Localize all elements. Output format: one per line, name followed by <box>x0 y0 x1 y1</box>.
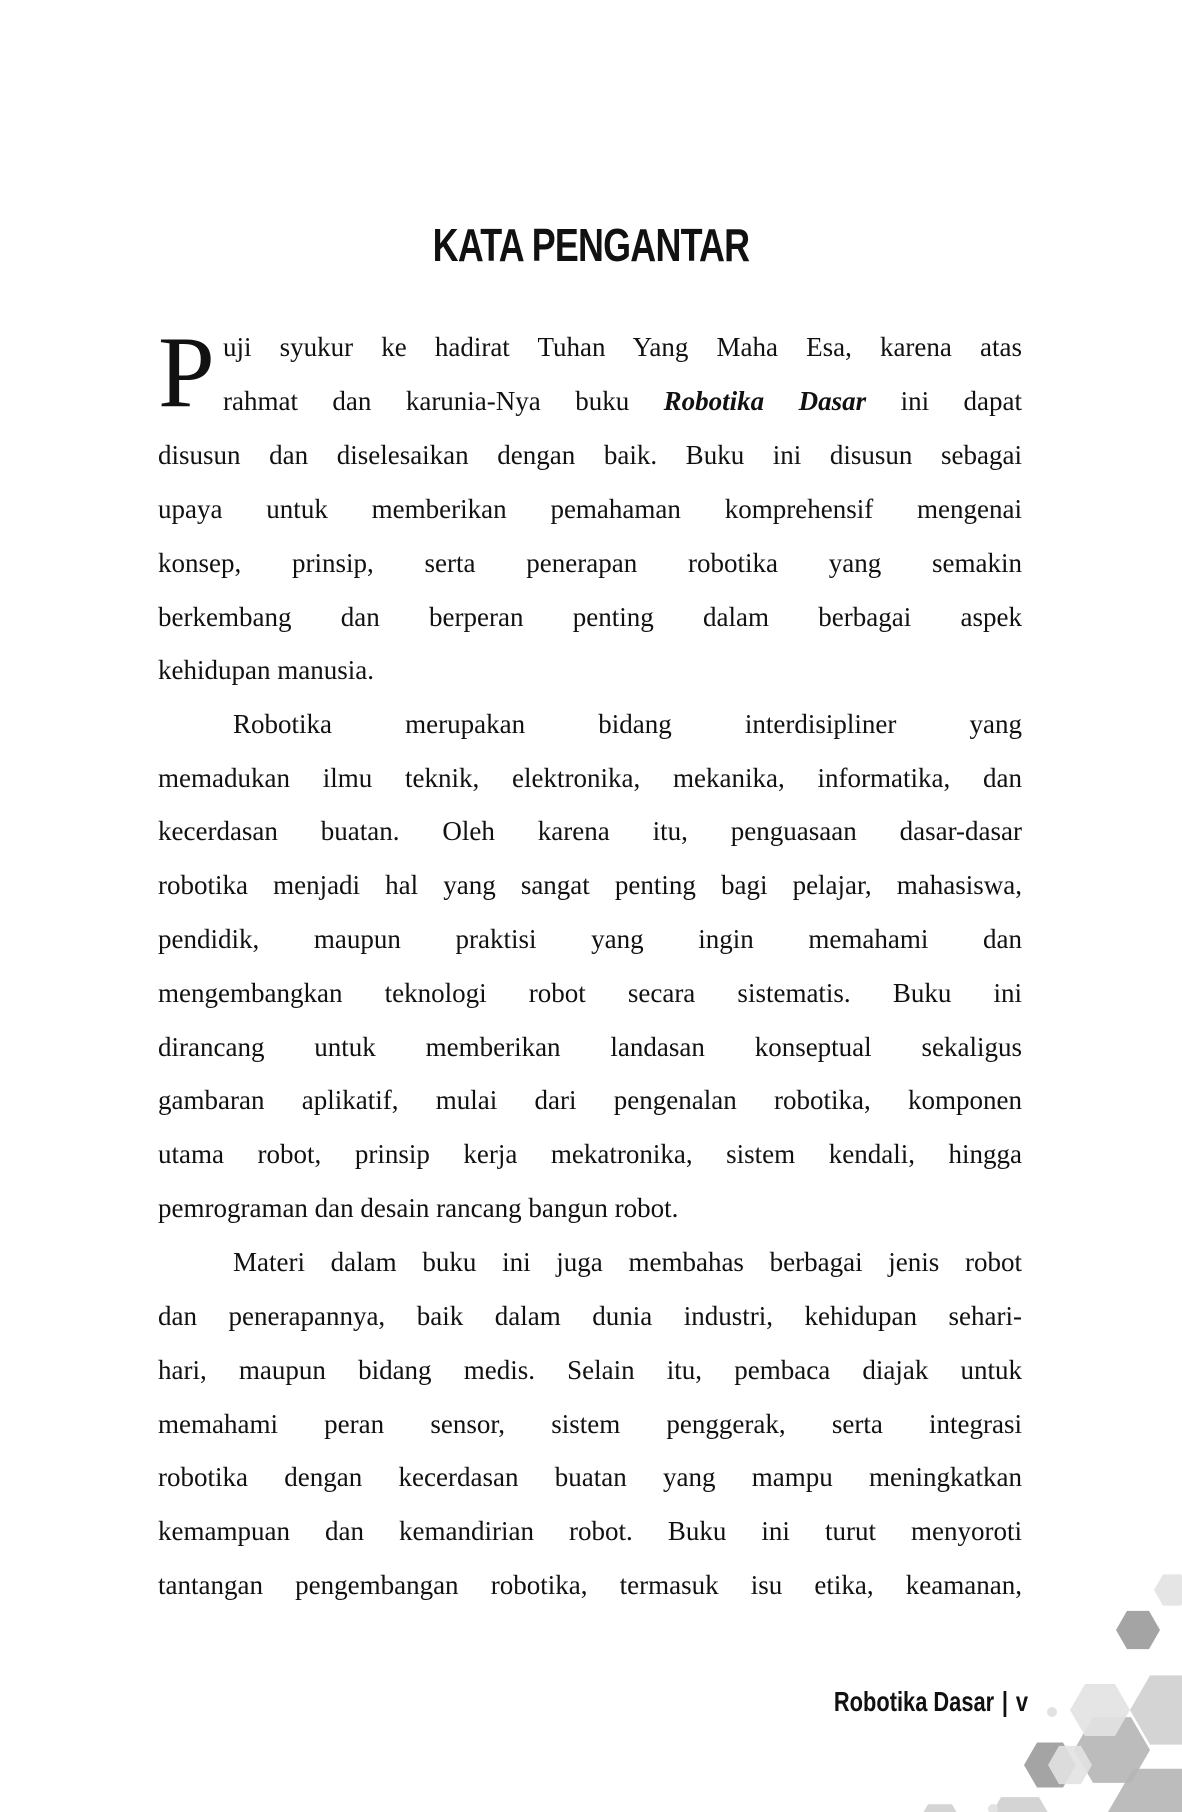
text-line: robotika dengan kecerdasan buatan yang mampu meningkatkan <box>158 1462 1022 1492</box>
text-line: upaya untuk memberikan pemahaman komprehensif mengenai <box>158 494 1022 524</box>
text-line: memahami peran sensor, sistem penggerak, serta integrasi <box>158 1409 1022 1439</box>
text-line: disusun dan diselesaikan dengan baik. Buku ini disusun sebagai <box>158 440 1022 470</box>
footer-separator: | <box>1001 1686 1009 1717</box>
text-line: pemrograman dan desain rancang bangun robot. <box>158 1193 679 1223</box>
text-line: kecerdasan buatan. Oleh karena itu, penguasaan dasar-dasar <box>158 816 1022 846</box>
text-line: pendidik, maupun praktisi yang ingin memahami dan <box>158 924 1022 954</box>
text-line: Materi dalam buku ini juga membahas berbagai jenis robot <box>233 1247 1022 1277</box>
text-line: berkembang dan berperan penting dalam berbagai aspek <box>158 602 1022 632</box>
text-segment: ini dapat <box>866 386 1022 416</box>
page-number: v <box>1015 1686 1028 1717</box>
text-line: utama robot, prinsip kerja mekatronika, sistem kendali, hingga <box>158 1139 1022 1169</box>
dot-shape <box>1047 1707 1057 1717</box>
text-line: tantangan pengembangan robotika, termasuk isu etika, keamanan, <box>158 1570 1022 1600</box>
text-segment: rahmat dan karunia-Nya buku <box>223 386 664 416</box>
text-line: hari, maupun bidang medis. Selain itu, pembaca diajak untuk <box>158 1355 1022 1385</box>
hexagon-shape <box>1116 1611 1160 1649</box>
text-line <box>223 381 1022 421</box>
text-line: konsep, prinsip, serta penerapan robotika yang semakin <box>158 548 1022 578</box>
text-line: dan penerapannya, baik dalam dunia industri, kehidupan sehari- <box>158 1301 1022 1331</box>
hexagon-shape <box>1154 1574 1182 1605</box>
text-line: dirancang untuk memberikan landasan konseptual sekaligus <box>158 1032 1022 1062</box>
book-title-emphasis: Robotika Dasar <box>663 386 867 416</box>
hexagon-decoration-icon <box>900 1560 1182 1812</box>
text-line: Robotika merupakan bidang interdisipliner yang <box>233 709 1022 739</box>
text-line: mengembangkan teknologi robot secara sistematis. Buku ini <box>158 978 1022 1008</box>
hexagon-shape <box>916 1804 964 1812</box>
text-line: robotika menjadi hal yang sangat penting bagi pelajar, mahasiswa, <box>158 870 1022 900</box>
text-line: kehidupan manusia. <box>158 655 374 685</box>
text-line: kemampuan dan kemandirian robot. Buku ini turut menyoroti <box>158 1516 1022 1546</box>
text-line: uji syukur ke hadirat Tuhan Yang Maha Esa, karena atas <box>223 332 1022 362</box>
footer-book-title: Robotika Dasar <box>833 1686 995 1717</box>
drop-cap: P <box>158 316 215 429</box>
text-line: memadukan ilmu teknik, elektronika, mekanika, informatika, dan <box>158 763 1022 793</box>
page-title: KATA PENGANTAR <box>432 219 750 271</box>
text-line: gambaran aplikatif, mulai dari pengenalan robotika, komponen <box>158 1085 1022 1115</box>
